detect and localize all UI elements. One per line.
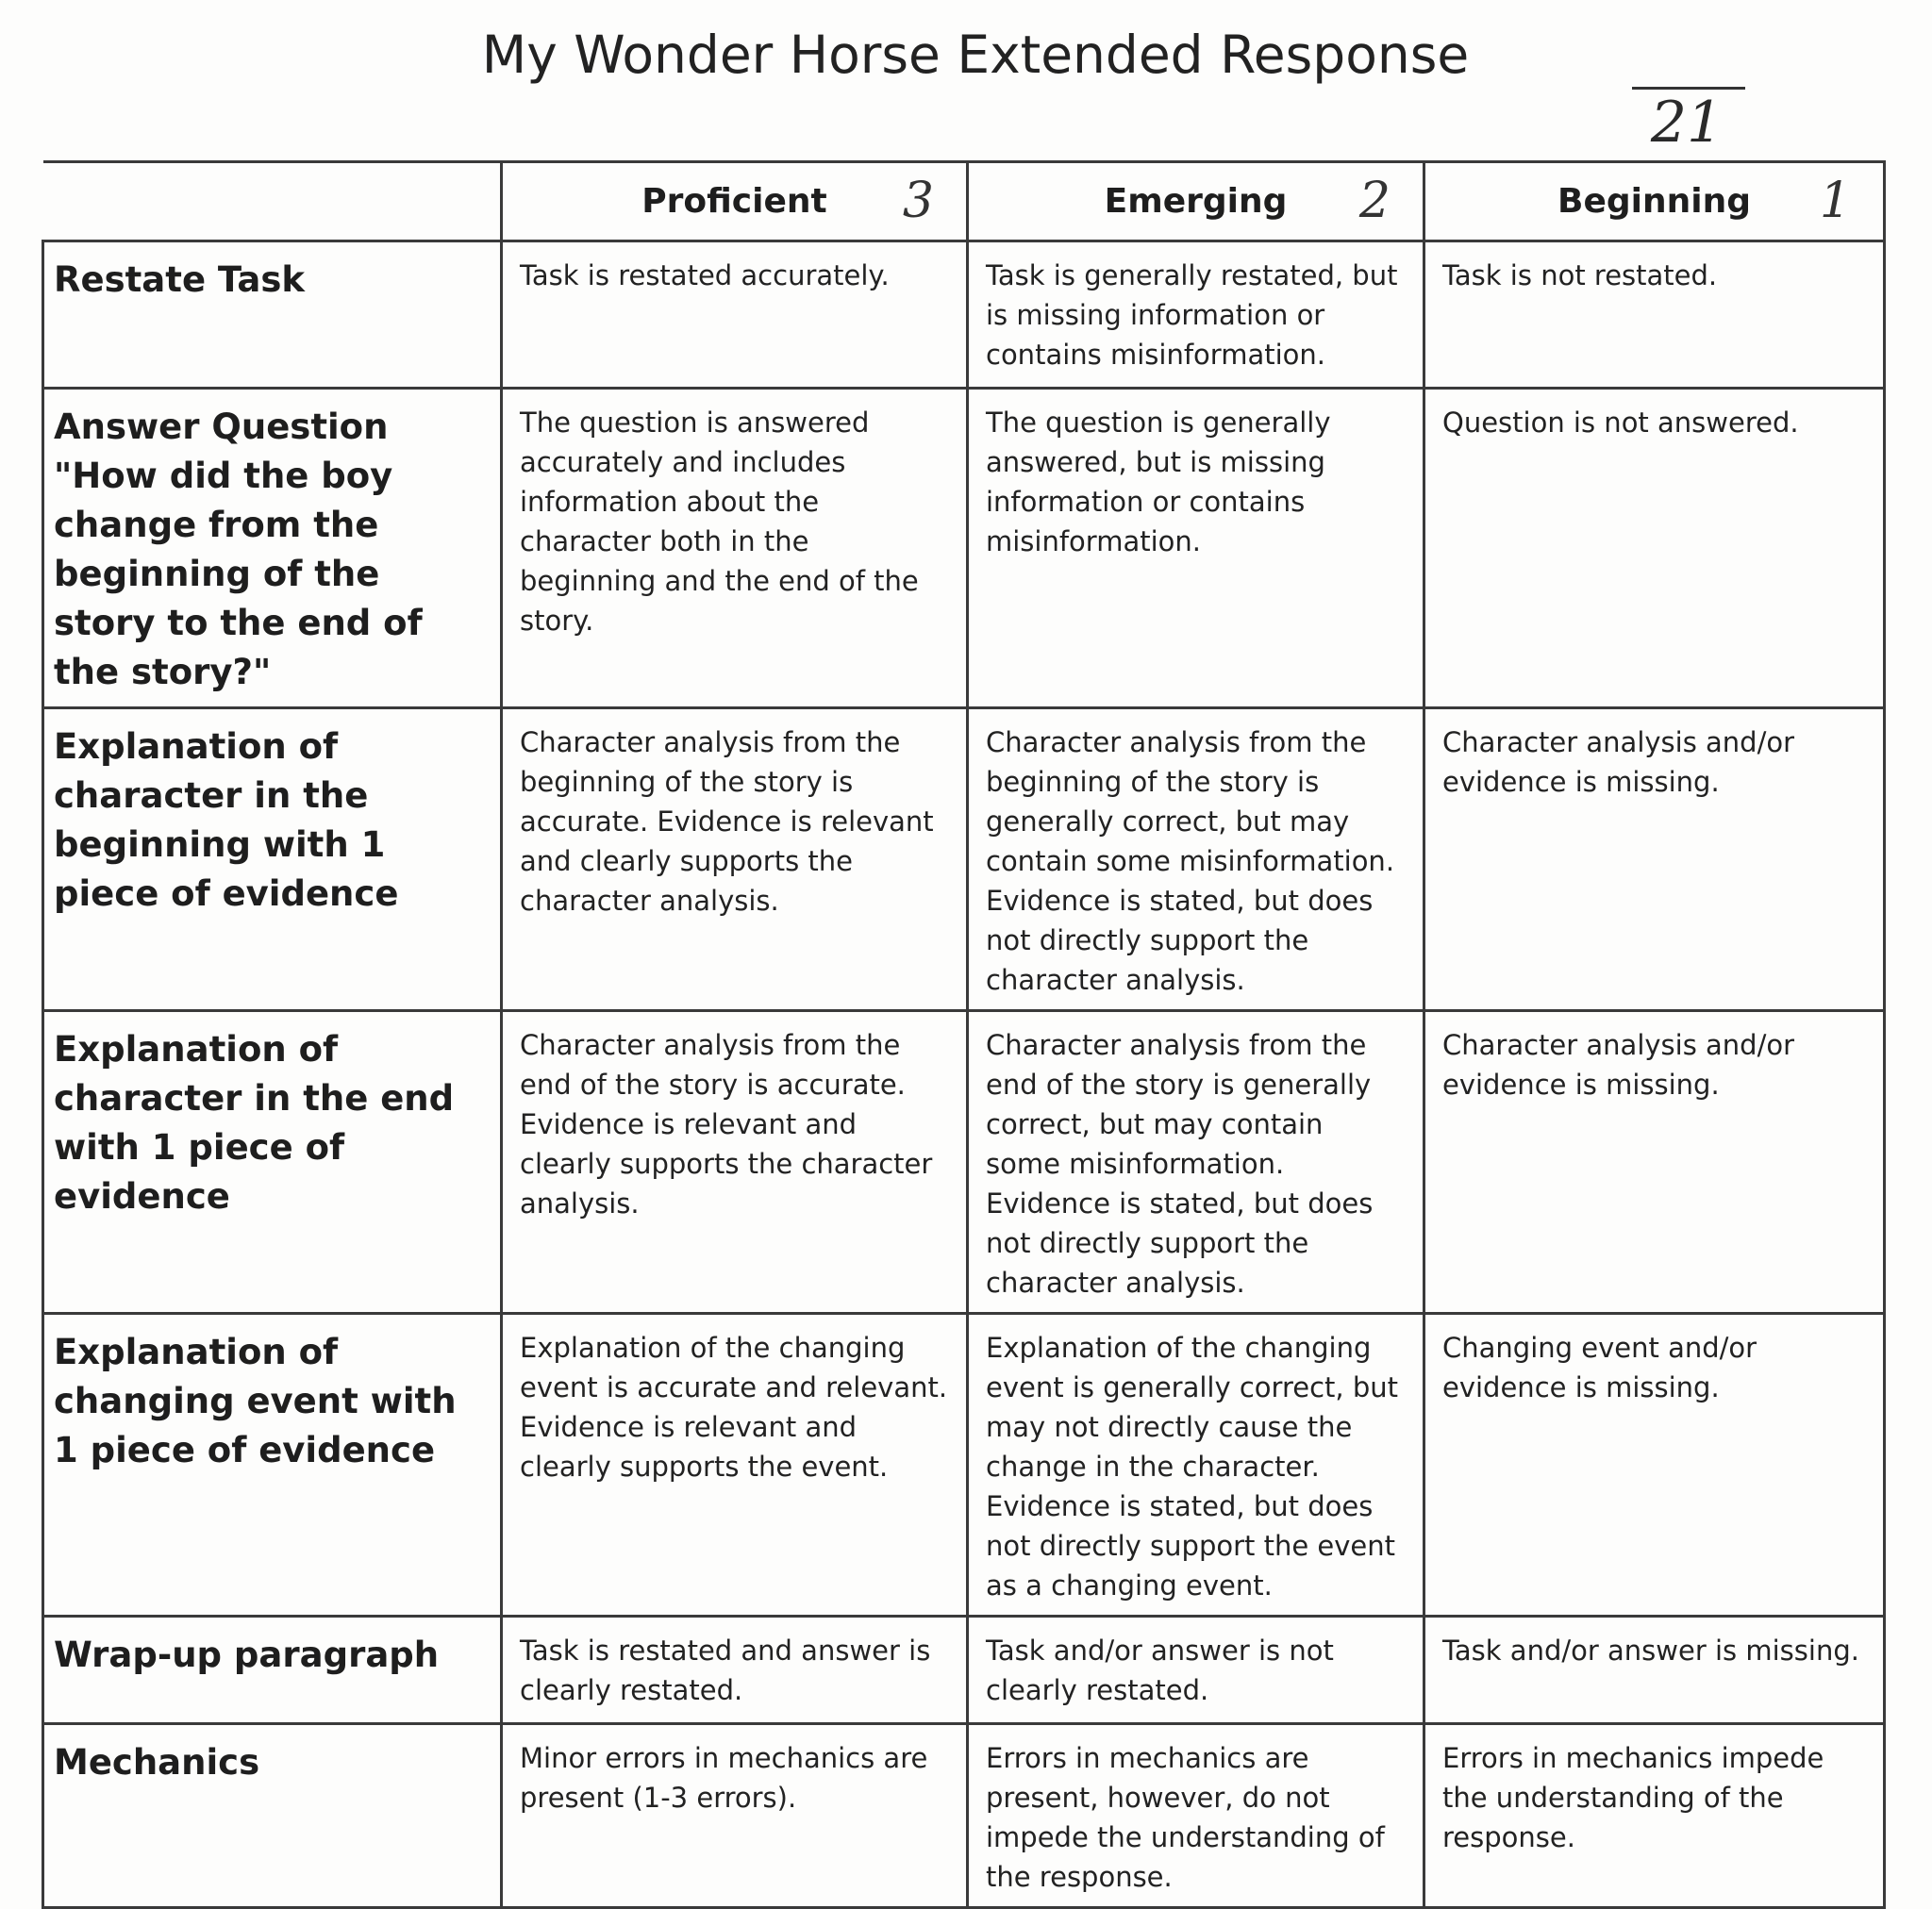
proficient-cell: Task is restated accurately. (502, 241, 968, 389)
table-row (43, 1314, 1885, 1617)
criterion-cell: Mechanics (43, 1724, 502, 1908)
level-label: Emerging (1104, 182, 1288, 221)
page-title: My Wonder Horse Extended Response (481, 25, 1470, 85)
emerging-cell: Task and/or answer is not clearly restated. (968, 1617, 1424, 1724)
header-row (43, 162, 1885, 241)
emerging-cell: Explanation of the changing event is generally correct, but may not directly cause the change in the character. Evidence is stated, but does not directly support the event as a changing event. (968, 1314, 1424, 1617)
level-header-emerging (968, 162, 1424, 241)
beginning-cell: Character analysis and/or evidence is missing. (1424, 708, 1885, 1011)
corner-cell (43, 162, 502, 241)
beginning-cell: Task and/or answer is missing. (1424, 1617, 1885, 1724)
beginning-cell: Task is not restated. (1424, 241, 1885, 389)
beginning-cell: Changing event and/or evidence is missing. (1424, 1314, 1885, 1617)
beginning-cell: Errors in mechanics impede the understanding of the response. (1424, 1724, 1885, 1908)
emerging-cell: Character analysis from the end of the story is generally correct, but may contain some misinformation. Evidence is stated, but does not directly support the character analysis. (968, 1011, 1424, 1314)
criterion-cell: Explanation of character in the beginning with 1 piece of evidence (43, 708, 502, 1011)
handwritten-total-score: 21 (1650, 90, 1724, 156)
level-header-proficient (502, 162, 968, 241)
rubric-table (42, 160, 1886, 1909)
criterion-cell: Explanation of character in the end with 1 piece of evidence (43, 1011, 502, 1314)
emerging-cell: Task is generally restated, but is missing information or contains misinformation. (968, 241, 1424, 389)
proficient-cell: Character analysis from the end of the story is accurate. Evidence is relevant and clearly supports the character analysis. (502, 1011, 968, 1314)
table-row (43, 1011, 1885, 1314)
criterion-cell: Answer Question "How did the boy change from the beginning of the story to the end of the story?" (43, 389, 502, 708)
handwritten-points: 2 (1358, 173, 1391, 229)
table-row (43, 1724, 1885, 1908)
proficient-cell: Explanation of the changing event is accurate and relevant. Evidence is relevant and clearly supports the event. (502, 1314, 968, 1617)
handwritten-points: 3 (902, 173, 934, 229)
beginning-cell: Question is not answered. (1424, 389, 1885, 708)
level-header-beginning (1424, 162, 1885, 241)
proficient-cell: Minor errors in mechanics are present (1-3 errors). (502, 1724, 968, 1908)
proficient-cell: The question is answered accurately and includes information about the character both in the beginning and the end of the story. (502, 389, 968, 708)
handwritten-points: 1 (1819, 173, 1851, 229)
table-row (43, 1617, 1885, 1724)
table-row (43, 241, 1885, 389)
table-row (43, 389, 1885, 708)
emerging-cell: Character analysis from the beginning of the story is generally correct, but may contain some misinformation. Evidence is stated, but does not directly support the character analysis. (968, 708, 1424, 1011)
criterion-cell: Wrap-up paragraph (43, 1617, 502, 1724)
criterion-cell: Explanation of changing event with 1 piece of evidence (43, 1314, 502, 1617)
level-label: Proficient (641, 182, 827, 221)
emerging-cell: The question is generally answered, but is missing information or contains misinformation. (968, 389, 1424, 708)
table-row (43, 708, 1885, 1011)
proficient-cell: Task is restated and answer is clearly restated. (502, 1617, 968, 1724)
criterion-cell: Restate Task (43, 241, 502, 389)
beginning-cell: Character analysis and/or evidence is missing. (1424, 1011, 1885, 1314)
level-label: Beginning (1557, 182, 1751, 221)
proficient-cell: Character analysis from the beginning of the story is accurate. Evidence is relevant and clearly supports the character analysis. (502, 708, 968, 1011)
emerging-cell: Errors in mechanics are present, however, do not impede the understanding of the response. (968, 1724, 1424, 1908)
